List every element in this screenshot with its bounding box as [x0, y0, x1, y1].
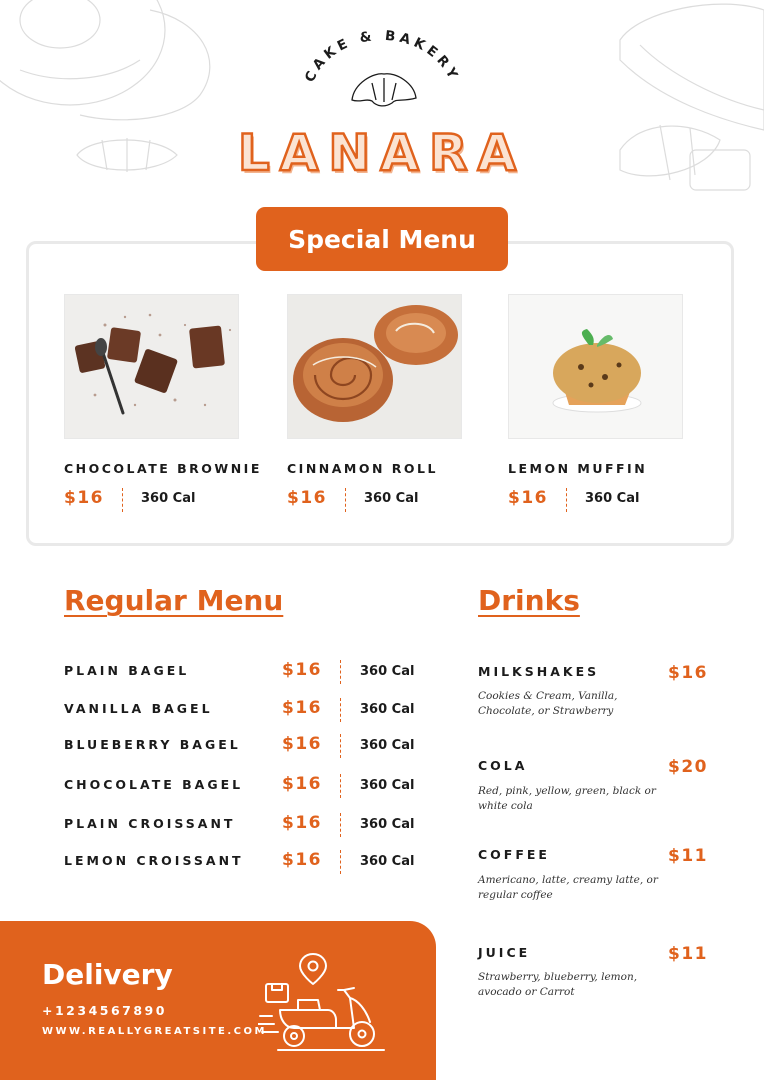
- divider: [340, 734, 341, 758]
- drink-name: JUICE: [478, 945, 531, 960]
- drink-description: Strawberry, blueberry, lemon, avocado or Carrot: [478, 971, 638, 998]
- drink-price: $11: [668, 846, 708, 866]
- location-pin-icon: [300, 954, 326, 984]
- special-item-price: $16: [287, 488, 327, 508]
- drink-price: $11: [668, 944, 708, 964]
- drink-description: Red, pink, yellow, green, black or white cola: [478, 785, 656, 812]
- menu-item-name: CHOCOLATE BAGEL: [64, 777, 244, 792]
- regular-menu-title: Regular Menu: [64, 584, 284, 617]
- delivery-scooter-icon: [258, 950, 388, 1060]
- cinnamon-roll-photo: [287, 294, 462, 439]
- menu-item-price: $16: [282, 734, 322, 754]
- special-item-calories: 360 Cal: [364, 491, 419, 506]
- special-item-price: $16: [64, 488, 104, 508]
- drink-price: $16: [668, 663, 708, 683]
- menu-item-price: $16: [282, 698, 322, 718]
- special-item-name: LEMON MUFFIN: [508, 461, 648, 476]
- menu-item-calories: 360 Cal: [360, 854, 415, 869]
- special-item-name: CHOCOLATE BROWNIE: [64, 461, 262, 476]
- drink-name: COLA: [478, 758, 528, 773]
- menu-item-price: $16: [282, 813, 322, 833]
- delivery-website[interactable]: WWW.REALLYGREATSITE.COM: [42, 1026, 267, 1037]
- drink-price: $20: [668, 757, 708, 777]
- lemon-muffin-photo: [508, 294, 683, 439]
- special-item-price: $16: [508, 488, 548, 508]
- menu-item-price: $16: [282, 660, 322, 680]
- divider: [122, 488, 123, 512]
- divider: [345, 488, 346, 512]
- divider: [340, 774, 341, 798]
- divider: [340, 850, 341, 874]
- delivery-phone[interactable]: +1234567890: [42, 1003, 167, 1018]
- menu-item-calories: 360 Cal: [360, 664, 415, 679]
- menu-item-name: PLAIN CROISSANT: [64, 816, 236, 831]
- bagel-sketch-decoration: [0, 0, 240, 130]
- menu-item-calories: 360 Cal: [360, 702, 415, 717]
- drink-description: Cookies & Cream, Vanilla, Chocolate, or Strawberry: [478, 690, 618, 717]
- chocolate-brownie-photo: [64, 294, 239, 439]
- menu-item-name: PLAIN BAGEL: [64, 663, 190, 678]
- tagline-text: CAKE & BAKERY: [301, 28, 463, 85]
- divider: [340, 813, 341, 837]
- special-menu-title: Special Menu: [256, 207, 508, 271]
- divider: [340, 660, 341, 684]
- croissant-icon: [352, 74, 416, 106]
- brand-tagline: [292, 28, 472, 108]
- delivery-title: Delivery: [42, 958, 173, 991]
- special-item-name: CINNAMON ROLL: [287, 461, 438, 476]
- menu-item-calories: 360 Cal: [360, 817, 415, 832]
- special-item-calories: 360 Cal: [141, 491, 196, 506]
- divider: [340, 698, 341, 722]
- drink-name: MILKSHAKES: [478, 664, 600, 679]
- brand-name: LANARA: [237, 124, 527, 182]
- menu-item-name: BLUEBERRY BAGEL: [64, 737, 241, 752]
- drink-name: COFFEE: [478, 847, 550, 862]
- menu-item-price: $16: [282, 850, 322, 870]
- menu-item-price: $16: [282, 774, 322, 794]
- svg-text:CAKE & BAKERY: [302, 28, 462, 85]
- menu-item-calories: 360 Cal: [360, 778, 415, 793]
- drink-description: Americano, latte, creamy latte, or regular coffee: [478, 874, 658, 901]
- special-item-calories: 360 Cal: [585, 491, 640, 506]
- drinks-title: Drinks: [478, 584, 580, 617]
- divider: [566, 488, 567, 512]
- menu-item-name: VANILLA BAGEL: [64, 701, 213, 716]
- menu-item-name: LEMON CROISSANT: [64, 853, 244, 868]
- menu-item-calories: 360 Cal: [360, 738, 415, 753]
